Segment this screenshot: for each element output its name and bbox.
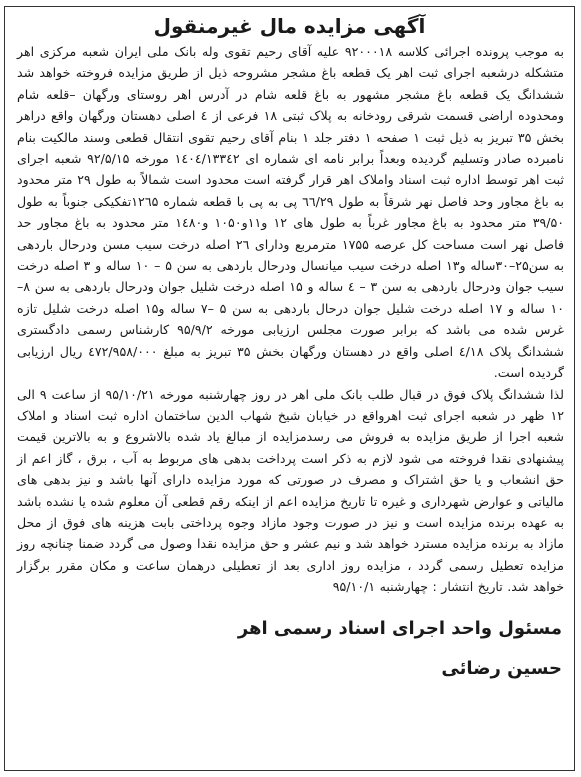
legal-notice — [4, 6, 575, 771]
signature-title: مسئول واحد اجرای اسناد رسمی اهر — [237, 617, 562, 639]
signature-name: حسین رضائی — [441, 657, 562, 679]
notice-paragraph-auction-terms: لذا ششدانگ پلاک فوق در قبال طلب بانک ملی اهر در روز چهارشنبه مورخه ۹۵/۱۰/۲۱ از ساعت ۹ الی ۱۲ ظهر در شعبه اجرای ثبت اهرواقع در خیابان شیخ شهاب الدین ساختمان اداره ثبت اسناد و املاک شعبه اجرا از طریق مزایده به فروش می رسدمزایده از مبالغ یاد شده بالاشروع و به بالاترین قیمت پیشنهادی نقدا فروخته می شود لازم به ذکر است پرداخت بدهی های مربوط به آب ، برق ، گاز اعم از حق انشعاب و یا حق اشتراک و مصرف در صورتی که مورد مزایده دارای آنها باشد و نیز بدهی های مالیاتی و عوارض شهرداری و غیره تا تاریخ مزایده اعم از اینکه رقم قطعی آن معلوم شده یا نشده باشد به عهده برنده مزایده است و نیز در صورت وجود مازاد وجوه پرداختی بابت هزینه های فوق از محل مازاد به برنده مزایده مسترد خواهد شد و نیم عشر و حق مزایده نقدا وصول می گردد ضمنا چنانچه روز مزایده تعطیل رسمی گردد ، مزایده روز اداری بعد از تعطیلی درهمان ساعت و مکان مقرر برگزار خواهد شد. تاریخ انتشار : چهارشنبه ۹۵/۱۰/۱ — [17, 386, 564, 595]
notice-title: آگهی مزایده مال غیرمنقول — [153, 14, 426, 38]
notice-paragraph-property-description: به موجب پرونده اجرائی کلاسه ۹۲۰۰۰۱۸ علیه آقای رحیم تقوی وله بانک ملی ایران شعبه مرکزی اهر متشکله درشعبه اجرای ثبت اهر یک قطعه باغ مشجر مشروحه ذیل از طریق مزایده فروخته خواهد شد ششدانگ یک قطعه باغ مشجر مشهور به باغ قلعه شام در آدرس اهر روستای ورگهان –قلعه شام ومحدوده اراضی قسمت شرقی رودخانه به پلاک ثبتی ۱۸ فرعی از ٤ اصلی دهستان ورگهان واقع دراهر بخش ۳۵ تبریز به ذیل ثبت ۱ صفحه ۱ دفتر جلد ۱ بنام آقای رحیم تقوی انتقال قطعی وسند مالکیت بنام نامبرده صادر وتسلیم گردیده وبعداً برابر نامه ای شماره ای ۱٤۰٤/۱۳۳٤۲ مورخه ۹۲/۵/۱۵ شعبه اجرای ثبت اهر توسط اداره ثبت اسناد واملاک اهر قرار گرفته است محدود است شمالاً به طول ۲۹ متر محدود به باغ مجاور وحد فاصل نهر شرقاً به طول ٦٦/٢٩ پی به پی با قطعه شماره ۱۲٦۵تفکیکی جنوباً به طول ۳۹/۵۰ متر محدود به باغ مجاور غرباً به طول های ۱۲ و۱۱و۱۰۵۰ و۱٤۸۰ متر محدود به باغ مجاور حد فاصل نهر است مساحت کل عرصه ۱۷۵۵ مترمربع ودارای ٢٦ اصله درخت سیب مسن ودرحال باردهی به سن۲۵–۳۰ساله و۱۳ اصله درخت سیب میانسال ودرحال باردهی به سن ۵ – ۱۰ ساله و ۳ اصله درخت سیب جوان ودرحال باردهی به سن ۳ – ٤ ساله و ۱۵ اصله درخت شلیل جوان ودرحال باردهی به سن ۸–۱۰ ساله و ۱۷ اصله درخت شلیل جوان درحال باردهی به سن ۵ –۷ ساله و۱۵ اصله درخت شلیل تازه غرس شده می باشد که برابر صورت مجلس ارزیابی مورخه ۹۵/۹/۲ کارشناس رسمی دادگستری ششدانگ پلاک ٤/۱۸ اصلی واقع در دهستان ورگهان بخش ۳۵ تبریز به مبلغ ٤۷۲/۹۵۸/۰۰۰ ریال ارزیابی گردیده است. — [17, 44, 565, 381]
